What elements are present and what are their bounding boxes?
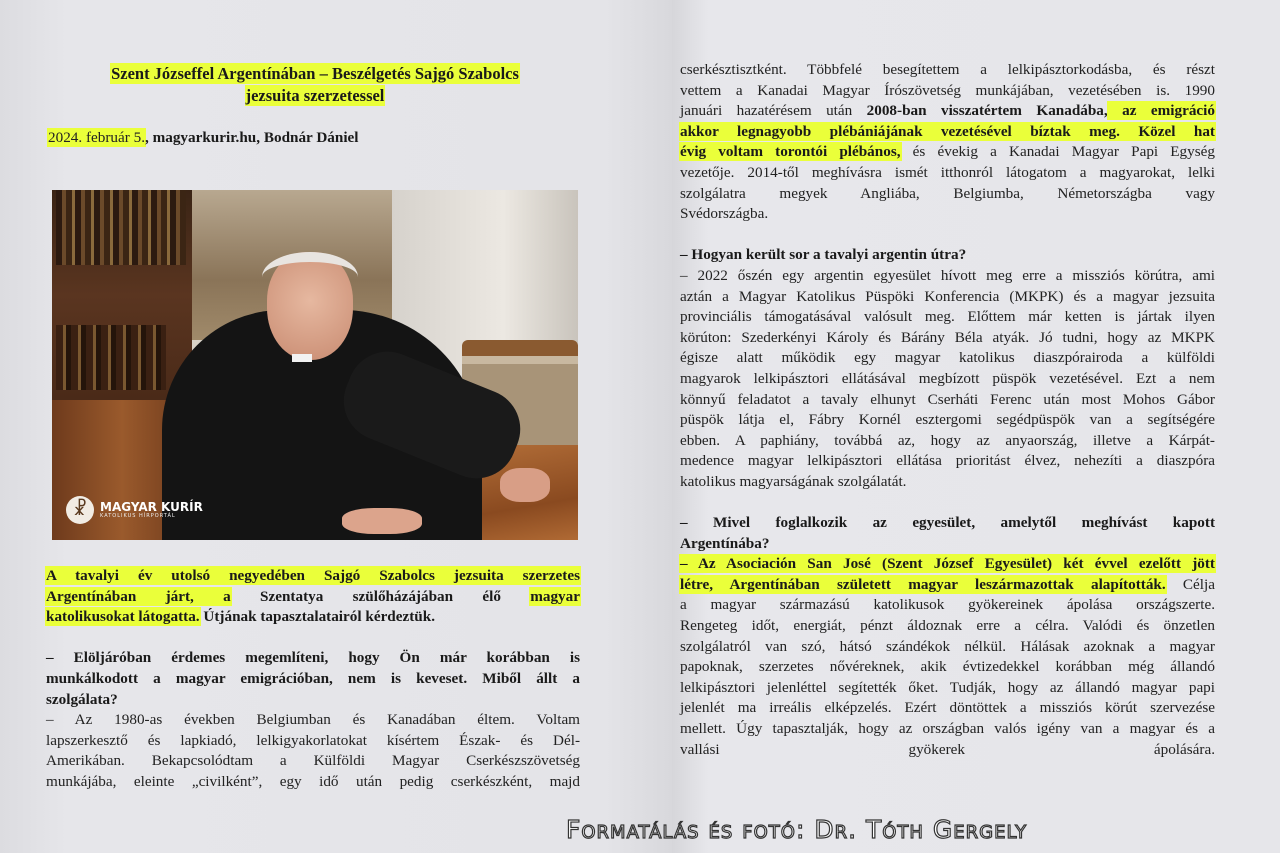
text-segment: aztán a Magyar Katolikus Püspöki Konferencia (MKPK) és a magyar jezsuita	[680, 287, 1215, 305]
books	[56, 325, 166, 390]
text-line	[680, 142, 1215, 163]
text-line	[680, 513, 1215, 534]
highlighted-text: Szent Józseffel Argentínában – Beszélgetés Sajgó Szabolcs	[111, 64, 519, 83]
right-column-text	[680, 60, 1215, 760]
text-segment: szolgálata?	[46, 690, 118, 708]
text-segment: – Hogyan került sor a tavalyi argentin útra?	[680, 246, 967, 264]
text-segment: jelenlét ma irreális elképzelés. Ezért döntöttek a missziós körút szervezése	[680, 699, 1215, 717]
person-hand	[342, 508, 422, 534]
text-segment: 2008-ban visszatértem Kanadába,	[866, 102, 1108, 120]
text-segment: Amerikában. Bekapcsolódtam a Külföldi Magyar Cserkészszövetség	[46, 752, 580, 770]
blank-line	[680, 225, 1215, 246]
text-line	[680, 184, 1215, 205]
text-segment: lelkipásztori jelenléttel segítették őket. Tudják, hogy az állandó magyar papi	[680, 678, 1215, 696]
text-line	[680, 616, 1215, 637]
text-line	[680, 245, 1215, 266]
text-line	[680, 698, 1215, 719]
person-hand	[500, 468, 550, 502]
text-segment: Szentatya szülőházájában élő	[230, 587, 531, 605]
highlighted-text: 2024. február 5.	[48, 129, 145, 146]
text-line	[680, 390, 1215, 411]
text-segment: papoknak, szerzetes nővéreknek, akik évtizedekkel korábban még állandó	[680, 658, 1215, 676]
highlighted-text: évig voltam torontói plébános,	[680, 143, 901, 161]
highlighted-text: akkor legnagyobb plébániájának vezetésével bíztak meg. Közel hat	[680, 122, 1215, 140]
article-title	[48, 63, 582, 107]
text-line	[680, 328, 1215, 349]
text-segment: – Mivel foglalkozik az egyesület, amelytől meghívást kapott	[680, 514, 1215, 532]
text-line	[48, 85, 582, 107]
text-line	[46, 607, 580, 628]
text-line	[680, 554, 1215, 575]
text-segment: püspök látja el, Fábry Kornél esztergomi segédpüspök van a segítségére	[680, 411, 1215, 429]
left-column-text	[46, 566, 580, 793]
person-hair	[262, 252, 358, 302]
text-segment: munkálkodott a magyar emigrációban, nem is keveset. Miből állt a	[46, 669, 580, 687]
text-segment: vezetője. 2014-től meghívásra ismét itthonról látogatom a magyarokat, lelki	[680, 163, 1215, 181]
text-line	[680, 266, 1215, 287]
highlighted-text: jezsuita szerzetessel	[245, 86, 385, 105]
text-segment: ebben. A paphiány, továbbá az, hogy az anyaország, illetve a Kárpát-	[680, 431, 1215, 449]
text-segment: Célja	[1165, 575, 1215, 593]
highlighted-text: az emigráció	[1107, 102, 1215, 120]
text-segment: katolikus magyarságának szolgálatát.	[680, 472, 907, 490]
text-line	[680, 348, 1215, 369]
text-segment: vettem a Kanadai Magyar Írószövetség munkájában, vezetésében is. 1990	[680, 81, 1215, 99]
text-line	[46, 731, 580, 752]
text-line	[680, 637, 1215, 658]
text-segment: Útjának tapasztalatairól kérdeztük.	[199, 608, 435, 626]
text-line	[680, 678, 1215, 699]
text-segment: szolgálatra megyek Angliába, Belgiumba, Németországba vagy	[680, 184, 1215, 202]
text-segment: a magyar származású katolikusok gyökereinek ápolása országszerte.	[680, 596, 1215, 614]
text-line	[680, 472, 1215, 493]
text-segment: – 2022 őszén egy argentin egyesület hívott meg erre a missziós körútra, ami	[680, 266, 1215, 284]
text-segment: szolgálatról van szó, hátsó szándékok nélkül. Hálásak azoknak a magyar	[680, 637, 1215, 655]
text-segment: és évekig a Kanadai Magyar Papi Egység	[900, 143, 1215, 161]
text-segment: – Az 1980-as években Belgiumban és Kanadában éltem. Voltam	[46, 711, 580, 729]
magyar-kurir-logo	[66, 496, 203, 524]
text-line	[680, 287, 1215, 308]
text-line	[46, 587, 580, 608]
text-line	[680, 101, 1215, 122]
text-line	[680, 307, 1215, 328]
text-line	[680, 575, 1215, 596]
text-line	[680, 60, 1215, 81]
text-segment: könnyű feladatot a tavaly elhunyt Cserháti Ferenc után most Mohos Gábor	[680, 390, 1215, 408]
byline	[48, 128, 582, 149]
text-segment: vallási gyökerek ápolására.	[680, 740, 1215, 758]
text-line	[680, 122, 1215, 143]
text-line	[48, 63, 582, 85]
text-line	[46, 669, 580, 690]
text-segment: cserkésztisztként. Többfelé besegítettem a lelkipásztorkodásba, és részt	[680, 61, 1215, 78]
text-line	[680, 81, 1215, 102]
text-line	[680, 534, 1215, 555]
text-segment: medence magyar lelkipásztori ellátása prioritást élvez, nehezíti a diaszpóra	[680, 452, 1215, 470]
text-segment: provinciális támogatásával valósult meg. Előttem már ketten is jártak ilyen	[680, 308, 1215, 326]
highlighted-text: – Az Asociación San José (Szent József Egyesület) két évvel ezelőtt jött	[680, 555, 1215, 573]
text-line	[680, 719, 1215, 740]
text-line	[48, 128, 582, 149]
text-line	[680, 431, 1215, 452]
text-segment: mellett. Úgy tapasztalják, hogy az országban valós igény van a magyar és a	[680, 720, 1215, 737]
text-line	[680, 595, 1215, 616]
text-line	[680, 451, 1215, 472]
text-line	[680, 740, 1215, 761]
chi-rho-icon: ☧	[66, 496, 94, 524]
text-line	[680, 163, 1215, 184]
text-segment: , magyarkurir.hu, Bodnár Dániel	[145, 129, 359, 146]
photo-credit: Formatálás és fotó: Dr. Tóth Gergely	[566, 815, 1028, 844]
text-segment: körúton: Szederkényi Károly és Bárány Béla atyák. Jó tudni, hogy az MKPK	[680, 328, 1215, 346]
collar	[292, 354, 312, 362]
article-photo	[52, 190, 578, 540]
text-line	[680, 410, 1215, 431]
blank-line	[680, 492, 1215, 513]
books	[56, 190, 186, 265]
text-segment: magyarok lelkipásztori ellátásával megbízott püspök vezetésével. Ezt a nem	[680, 369, 1215, 387]
text-line	[46, 710, 580, 731]
highlighted-text: A tavalyi év utolsó negyedében Sajgó Szabolcs jezsuita szerzetes	[46, 567, 580, 584]
text-segment: munkájába, eleinte „civilként”, egy idő után pedig cserkészként, majd	[46, 772, 580, 790]
highlighted-text: magyar	[530, 587, 580, 605]
text-segment: égisze alatt működik egy magyar katolikus diaszpórairoda a külföldi	[680, 349, 1215, 367]
highlighted-text: katolikusokat látogatta.	[46, 608, 200, 626]
text-segment: januári hazatérésem után	[680, 102, 867, 120]
text-segment: lapszerkesztő és lapkiadó, lelkigyakorlatokat kísértem Észak- és Dél-	[46, 731, 580, 749]
text-line	[680, 657, 1215, 678]
text-segment: Svédországba.	[680, 205, 769, 223]
text-line	[46, 648, 580, 669]
text-line	[46, 751, 580, 772]
blank-line	[46, 628, 580, 649]
text-line	[46, 690, 580, 711]
text-line	[46, 566, 580, 587]
text-segment: Argentínába?	[680, 534, 770, 552]
logo-subtitle: KATOLIKUS HÍRPORTÁL	[100, 513, 176, 519]
logo-name: MAGYAR KURÍR	[100, 500, 203, 514]
text-line	[680, 204, 1215, 225]
text-segment: Rengeteg időt, energiát, pénzt áldoznak erre a célra. Valódi és önzetlen	[680, 617, 1215, 635]
text-segment: – Elöljáróban érdemes megemlíteni, hogy Ön már korábban is	[46, 649, 580, 667]
text-line	[680, 369, 1215, 390]
highlighted-text: Argentínában járt, a	[46, 587, 231, 605]
text-line	[46, 772, 580, 793]
highlighted-text: létre, Argentínában született magyar leszármazottak alapították.	[680, 575, 1166, 593]
